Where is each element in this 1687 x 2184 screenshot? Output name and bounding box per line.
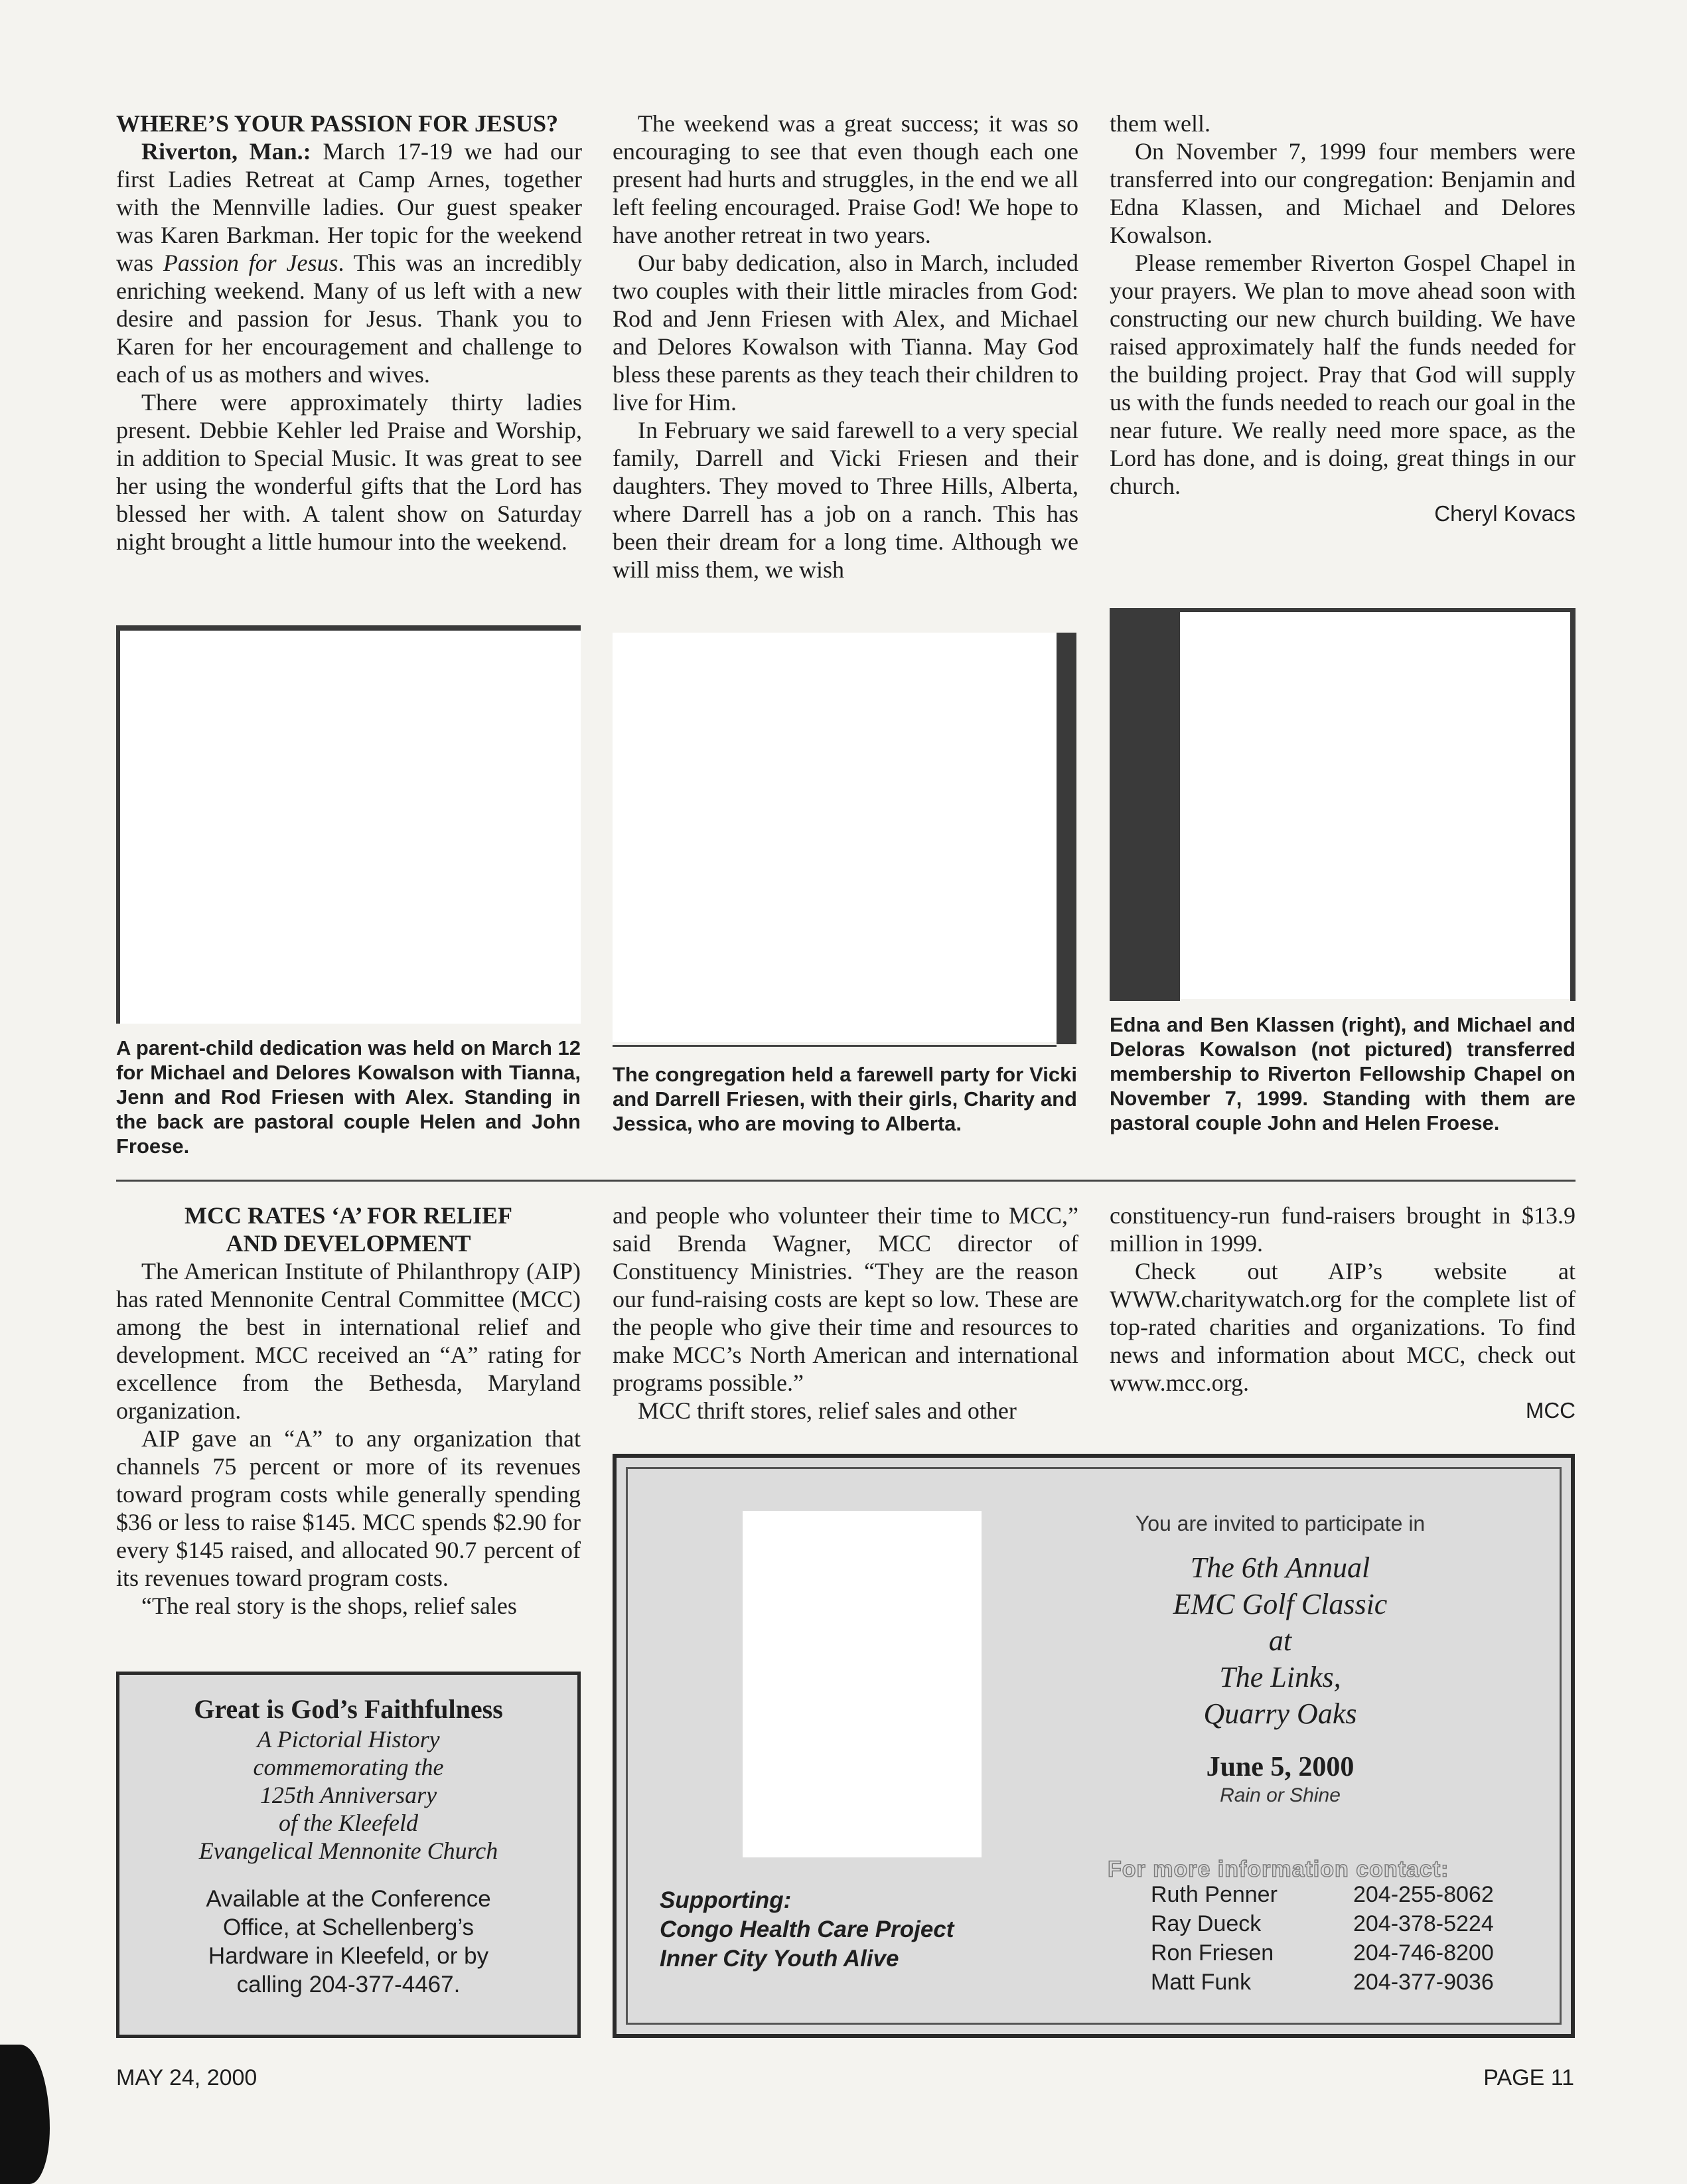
golf-ad-contact-heading: For more information contact: (1108, 1857, 1449, 1882)
book-ad-subtitle-4: of the Kleefeld (279, 1810, 418, 1836)
article1-p5-cont: them well. (1110, 110, 1210, 137)
article1-dateline: Riverton, Man.: (141, 138, 311, 165)
article1-p2: There were approximately thirty ladies present. Debbie Kehler led Praise and Worship, in addition to Special Music. It was great to see her using the wonderful gifts that the Lord has blessed her with. A talent show on Saturday night brought a little humour into the weekend. (116, 389, 582, 555)
contact-phone: 204-255-8062 (1353, 1882, 1494, 1907)
article1-col2 (613, 110, 1078, 584)
photo1-image (120, 631, 581, 1024)
article1-p1-italic: Passion for Jesus (163, 250, 338, 276)
footer-page-number: PAGE 11 (1483, 2065, 1574, 2090)
book-ad-availability-1: Available at the Conference (206, 1886, 491, 1912)
article1-col1 (116, 110, 582, 556)
article2-p3: “The real story is the shops, relief sales (141, 1593, 517, 1619)
golf-ad-date: June 5, 2000 (1206, 1752, 1355, 1782)
article1-p1-a: March 17-19 we had our first Ladies Retreat at Camp Arnes, together with the Mennville ladies. Our guest speaker was Karen Barkman. Her topic for the weekend was (116, 138, 583, 276)
book-ad-subtitle-2: commemorating the (253, 1754, 444, 1780)
scan-edge-artifact (0, 2045, 50, 2184)
footer-date: MAY 24, 2000 (116, 2065, 257, 2090)
golf-ad-logo-image (743, 1511, 982, 1857)
contact-phone: 204-746-8200 (1353, 1940, 1494, 1966)
photo2-image (613, 633, 1057, 1042)
golf-ad-supporting-project-2: Inner City Youth Alive (660, 1946, 899, 1972)
article2-col1 (116, 1202, 581, 1620)
photo2-caption: The congregation held a farewell party for Vicki and Darrell Friesen, with their girls, Charity and Jessica, who are moving to Alberta. (613, 1063, 1077, 1135)
article2-p2: AIP gave an “A” to any organization that channels 75 percent or more of its revenues toward program costs while generally spending $36 or less to raise $145. MCC spends $2.90 for every $145 raised, and allocated 90.7 percent of its revenues toward program costs. (116, 1425, 581, 1591)
article2-headline-line1: MCC RATES ‘A’ FOR RELIEF (184, 1202, 512, 1229)
golf-ad-title-line2: EMC Golf Classic (1173, 1588, 1388, 1620)
article2-col3 (1110, 1202, 1576, 1425)
contact-row (1151, 1909, 1494, 1938)
book-ad-availability-2: Office, at Schellenberg’s (222, 1914, 475, 1940)
article2-p4-cont: constituency-run fund-raisers brought in $13.9 million in 1999. (1110, 1202, 1576, 1257)
golf-ad-invite: You are invited to participate in (1135, 1512, 1426, 1535)
article2-headline-line2: AND DEVELOPMENT (226, 1230, 471, 1257)
golf-ad-title-line5: Quarry Oaks (1203, 1697, 1357, 1730)
book-ad-title: Great is God’s Faithfulness (194, 1694, 503, 1724)
article2-signature: MCC (1525, 1398, 1576, 1423)
contact-phone: 204-378-5224 (1353, 1911, 1494, 1936)
article1-p1-b: . This was an incredibly enriching weekend. Many of us left with a new desire and passion for Jesus. Thank you to Karen for her encouragement and challenge to each of us as mothers and wives. (116, 250, 583, 388)
article2-p1: The American Institute of Philanthropy (AIP) has rated Mennonite Central Committee (MCC) among the best in international relief and development. MCC received an “A” rating for excellence from the Bethesda, Maryland organization. (116, 1258, 581, 1424)
article1-signature: Cheryl Kovacs (1434, 501, 1576, 526)
golf-ad-rain-or-shine: Rain or Shine (1220, 1784, 1341, 1806)
article2-p5: Check out AIP’s website at WWW.charitywatch.org for the complete list of top-rated charities and organizations. To find news and information about MCC, check out www.mcc.org. (1110, 1258, 1576, 1396)
contact-name: Matt Funk (1151, 1970, 1252, 1995)
book-ad-availability-3: Hardware in Kleefeld, or by (208, 1943, 489, 1969)
contact-name: Ray Dueck (1151, 1911, 1262, 1936)
photo1-caption: A parent-child dedication was held on March 12 for Michael and Delores Kowalson with Tianna, Jenn and Rod Friesen with Alex. Standing in the back are pastoral couple Helen and John Froese. (116, 1036, 581, 1158)
golf-ad-contact-list (1151, 1880, 1494, 1997)
photo3-image (1180, 612, 1570, 999)
photo1-top-edge (116, 625, 581, 631)
article1-p7: Please remember Riverton Gospel Chapel in your prayers. We plan to move ahead soon with constructing our new church building. We have raised approximately half the funds needed for the building project. Pray that God will supply us with the funds needed to reach our goal in the near future. We really need more space, as the Lord has done, and is doing, great things in our church. (1110, 250, 1576, 499)
section-divider (116, 1180, 1576, 1182)
article1-col3 (1110, 110, 1576, 528)
book-ad-subtitle-1: A Pictorial History (257, 1726, 440, 1753)
golf-ad-title-line4: The Links, (1219, 1661, 1341, 1693)
contact-row (1151, 1880, 1494, 1909)
golf-ad-title-line1: The 6th Annual (1190, 1551, 1370, 1584)
article1-p3: The weekend was a great success; it was so encouraging to see that even though each one present had hurts and struggles, in the end we all left feeling encouraged. Praise God! We hope to have another retreat in two years. (613, 110, 1078, 248)
article2-p4: MCC thrift stores, relief sales and other (638, 1397, 1017, 1424)
article1-p6: On November 7, 1999 four members were transferred into our congregation: Benjamin and Edna Klassen, and Michael and Delores Kowalson. (1110, 138, 1576, 248)
article1-p5: In February we said farewell to a very special family, Darrell and Vicki Friesen and their daughters. They moved to Three Hills, Alberta, where Darrell has a job on a ranch. This has been their dream for a long time. Although we will miss them, we wish (613, 417, 1078, 583)
article2-col2 (613, 1202, 1078, 1425)
golf-ad-title-line3: at (1268, 1624, 1292, 1657)
golf-ad-box (613, 1454, 1575, 2038)
contact-phone: 204-377-9036 (1353, 1970, 1494, 1995)
photo3-right-edge (1570, 608, 1576, 1001)
contact-name: Ron Friesen (1151, 1940, 1274, 1966)
photo3-caption: Edna and Ben Klassen (right), and Michael and Deloras Kowalson (not pictured) transferred membership to Riverton Fellowship Chapel on November 7, 1999. Standing with them are pastoral couple John and Helen Froese. (1110, 1013, 1576, 1134)
book-ad-box (116, 1672, 581, 2038)
contact-row (1151, 1968, 1494, 1997)
contact-row (1151, 1938, 1494, 1968)
golf-ad-supporting (660, 1886, 954, 1974)
photo3-left-edge (1110, 611, 1180, 1001)
article1-headline: WHERE’S YOUR PASSION FOR JESUS? (116, 110, 559, 137)
photo2-bottom-rule (613, 1045, 1057, 1047)
article2-p3-cont: and people who volunteer their time to MCC,” said Brenda Wagner, MCC director of Constituency Ministries. “They are the reason our fund-raising costs are kept so low. These are the people who give their time and resources to make MCC’s North American and international programs possible.” (613, 1202, 1078, 1396)
book-ad-subtitle-5: Evangelical Mennonite Church (198, 1837, 498, 1864)
book-ad-availability-4: calling 204-377-4467. (236, 1972, 461, 1997)
book-ad-subtitle-3: 125th Anniversary (259, 1782, 437, 1808)
photo2-right-edge (1057, 633, 1076, 1044)
article1-p4: Our baby dedication, also in March, included two couples with their little miracles from God: Rod and Jenn Friesen with Alex, and Michael and Delores Kowalson with Tianna. May God bless these parents as they teach their children to live for Him. (613, 250, 1078, 416)
contact-name: Ruth Penner (1151, 1882, 1278, 1907)
golf-ad-supporting-label: Supporting: (660, 1887, 792, 1913)
golf-ad-details (1121, 1510, 1439, 1808)
golf-ad-supporting-project-1: Congo Health Care Project (660, 1916, 954, 1942)
